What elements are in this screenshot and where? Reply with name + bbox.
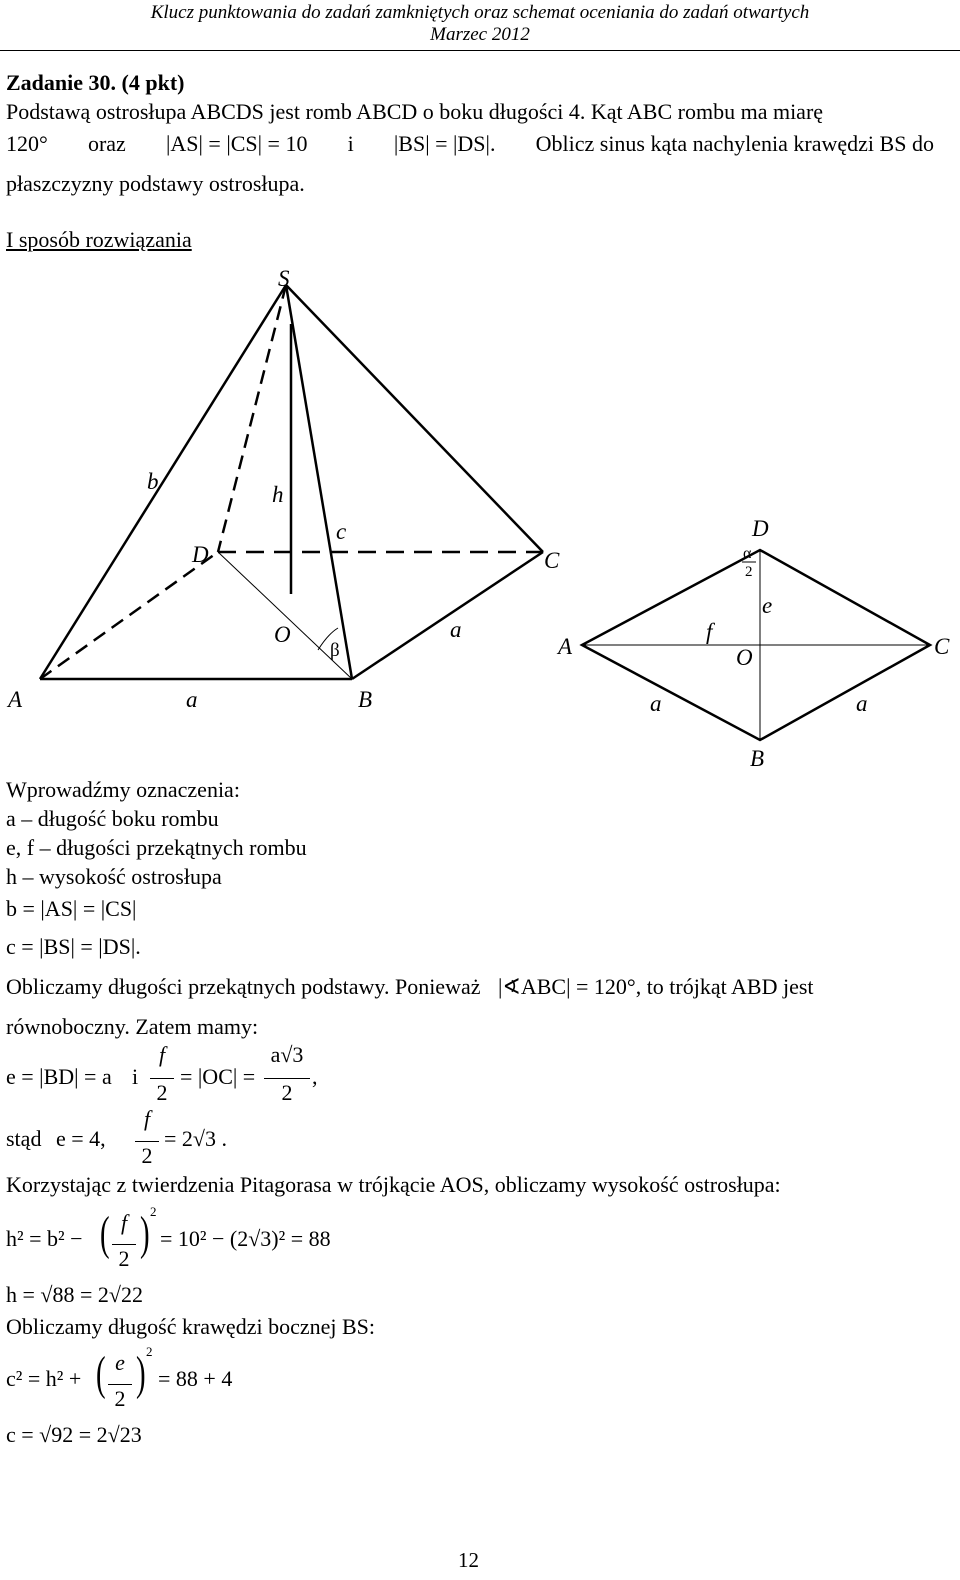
rh-label-a-left: a xyxy=(650,691,662,716)
notation-intro: Wprowadźmy oznaczenia: xyxy=(6,777,240,802)
task-line-3: płaszczyzny podstawy ostrosłupa. xyxy=(6,171,305,196)
task-points: (4 pkt) xyxy=(121,70,185,95)
frac-a3-bar xyxy=(264,1078,310,1079)
task-and: i xyxy=(347,131,354,156)
pyth-exponent: 2 xyxy=(150,1204,157,1219)
rhombus-figure xyxy=(550,510,960,780)
task-eq-as-cs: |AS| = |CS| = 10 xyxy=(165,131,308,156)
stad-word: stąd xyxy=(6,1126,42,1151)
paren-right-2: ) xyxy=(136,1347,146,1400)
diagonals-text-a: Obliczamy długości przekątnych podstawy. Ponieważ xyxy=(6,974,481,999)
eq-and: i xyxy=(132,1064,139,1089)
stad-frac-bar xyxy=(135,1141,159,1142)
rh-label-alpha: α xyxy=(743,545,752,562)
notation-item: a – długość boku rombu xyxy=(6,806,219,831)
task-line-2 xyxy=(6,131,934,157)
edge-ad xyxy=(40,552,218,679)
rh-label-a-right: a xyxy=(856,691,868,716)
label-o: O xyxy=(274,622,291,647)
edge-bc xyxy=(352,552,543,679)
paren-left: ( xyxy=(100,1207,110,1260)
eq-c: c = √92 = 2√23 xyxy=(6,1422,142,1447)
label-d: D xyxy=(192,542,209,567)
edge-ds xyxy=(218,285,286,552)
edge-as xyxy=(40,285,286,679)
task-oraz: oraz xyxy=(87,131,126,156)
eq-e-bd: e = |BD| = a xyxy=(6,1064,112,1089)
task-heading xyxy=(6,70,184,96)
frac-f-num: f xyxy=(158,1042,166,1067)
rh-label-b: B xyxy=(750,746,765,771)
eq-oc: = |OC| = xyxy=(180,1064,256,1089)
label-b-edge: b xyxy=(147,469,159,494)
notation-item: c = |BS| = |DS|. xyxy=(6,934,141,959)
label-a-base: a xyxy=(186,687,198,712)
rh-label-c: C xyxy=(934,634,950,659)
header-line-2: Marzec 2012 xyxy=(430,24,530,45)
header-rule xyxy=(0,50,960,51)
notation-item: e, f – długości przekątnych rombu xyxy=(6,835,307,860)
stad-rhs: = 2√3 . xyxy=(164,1126,227,1151)
frac-a3-num: a√3 xyxy=(270,1042,304,1067)
eq-h: h = √88 = 2√22 xyxy=(6,1282,143,1307)
rh-label-d: D xyxy=(752,516,769,541)
eq-h-squared-lhs: h² = b² − xyxy=(6,1226,83,1251)
task-eq-bs-ds: |BS| = |DS|. xyxy=(393,131,496,156)
rh-label-a: A xyxy=(558,634,573,659)
eq-c-squared-lhs: c² = h² + xyxy=(6,1366,82,1391)
diagonals-angle-eq: |∢ABC| = 120° xyxy=(498,974,636,999)
label-beta: β xyxy=(330,640,340,661)
task-line-1: Podstawą ostrosłupa ABCDS jest romb ABCD o boku długości 4. Kąt ABC rombu ma miarę xyxy=(6,99,824,124)
edge-frac-bar xyxy=(108,1384,132,1385)
task-title: Zadanie 30. xyxy=(6,70,117,95)
edge-exponent: 2 xyxy=(146,1344,153,1359)
task-question: Oblicz sinus kąta nachylenia krawędzi BS do xyxy=(535,131,934,156)
eq-h-squared-rhs: = 10² − (2√3)² = 88 xyxy=(160,1226,331,1251)
pyth-frac-den: 2 xyxy=(118,1246,130,1271)
frac-a3-den: 2 xyxy=(281,1080,293,1105)
pyth-frac-num: f xyxy=(120,1210,128,1235)
pyramid-figure xyxy=(0,262,560,722)
rh-label-two: 2 xyxy=(745,564,753,580)
edge-intro: Obliczamy długość krawędzi bocznej BS: xyxy=(6,1314,376,1339)
task-angle: 120° xyxy=(6,131,48,156)
edge-frac-den: 2 xyxy=(114,1386,126,1411)
label-b: B xyxy=(358,687,373,712)
label-c-edge: c xyxy=(336,519,347,544)
diagonals-line-2: równoboczny. Zatem mamy: xyxy=(6,1014,259,1039)
label-c: C xyxy=(544,548,560,573)
label-h: h xyxy=(272,482,284,507)
diagonals-line-1 xyxy=(6,974,814,1000)
page-number: 12 xyxy=(458,1548,479,1572)
stad-e: e = 4, xyxy=(56,1126,106,1151)
stad-frac-den: 2 xyxy=(141,1143,153,1168)
eq-c-squared-rhs: = 88 + 4 xyxy=(158,1366,233,1391)
rh-label-o: O xyxy=(736,645,753,670)
paren-right: ) xyxy=(140,1207,150,1260)
label-a: A xyxy=(8,687,23,712)
stad-frac-num: f xyxy=(143,1106,151,1131)
method-title: I sposób rozwiązania xyxy=(6,227,192,252)
rh-label-f: f xyxy=(706,619,713,644)
label-s: S xyxy=(278,266,290,291)
edge-frac-num: e xyxy=(115,1350,125,1375)
eq-comma: , xyxy=(312,1064,318,1089)
label-a-side: a xyxy=(450,617,462,642)
notation-item: h – wysokość ostrosłupa xyxy=(6,864,222,889)
pythagoras-intro: Korzystając z twierdzenia Pitagorasa w trójkącie AOS, obliczamy wysokość ostrosłupa: xyxy=(6,1172,781,1197)
diagonals-text-b: , to trójkąt ABD jest xyxy=(635,974,814,999)
rh-label-e: e xyxy=(762,593,773,618)
pyth-frac-bar xyxy=(112,1244,136,1245)
header-line-1: Klucz punktowania do zadań zamkniętych oraz schemat oceniania do zadań otwartych xyxy=(150,2,810,23)
notation-item: b = |AS| = |CS| xyxy=(6,896,137,921)
frac-f-den: 2 xyxy=(156,1080,168,1105)
frac-f-bar xyxy=(150,1078,174,1079)
paren-left-2: ( xyxy=(96,1347,106,1400)
